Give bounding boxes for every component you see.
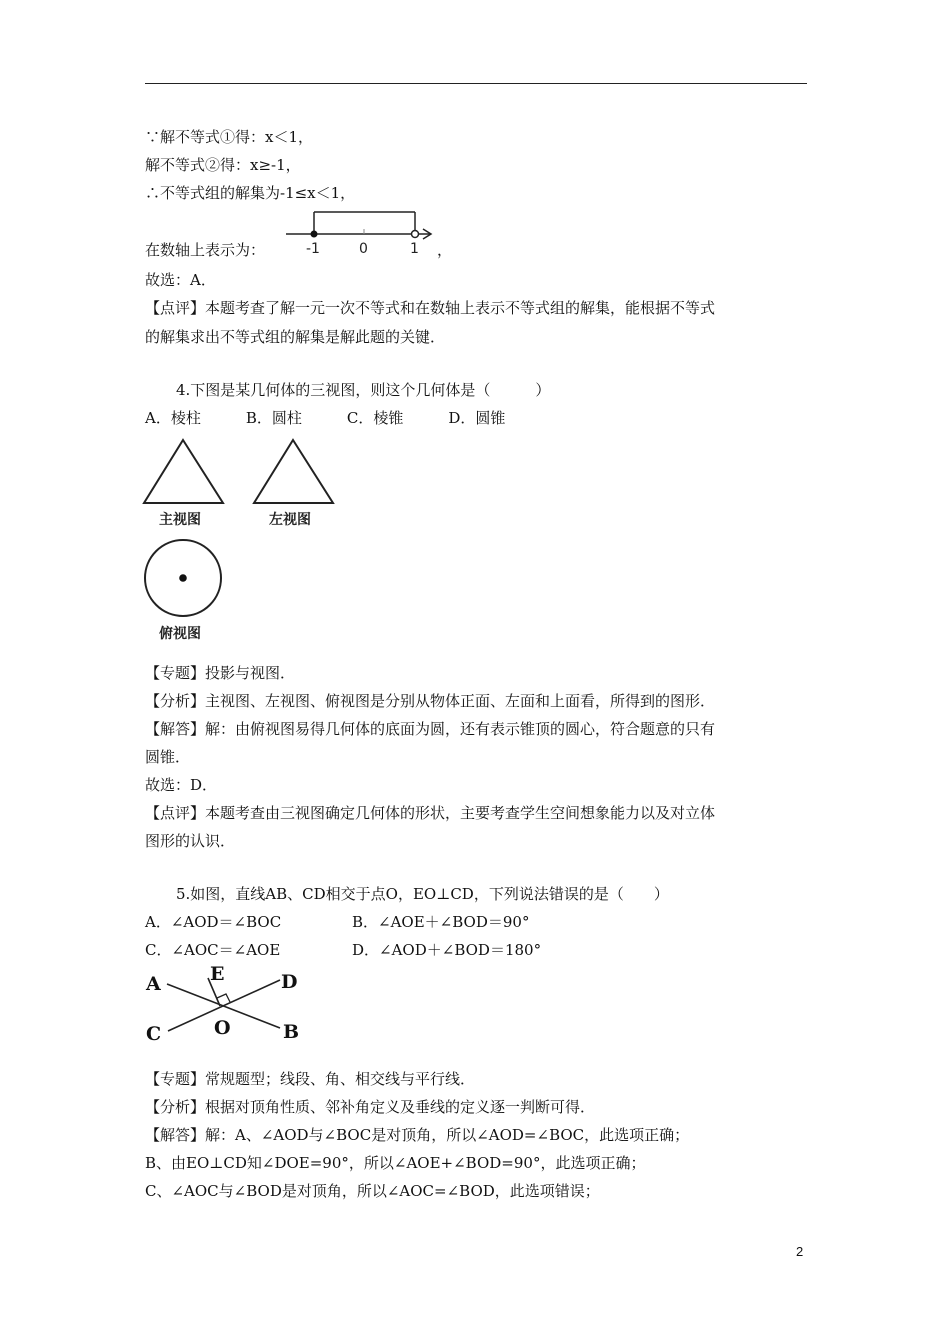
q3-line-2: 解不等式②得：x≥-1， [145,156,301,174]
q5-solution-2: B、由EO⊥CD知∠DOE=90°，所以∠AOE+∠BOD=90°，此选项正确； [145,1154,646,1172]
top-view-label: 俯视图 [159,626,201,642]
right-angle-mark-icon [217,994,230,1002]
q5-solution-3: C、∠AOC与∠BOD是对顶角，所以∠AOC=∠BOD，此选项错误； [145,1182,600,1200]
number-line-figure [284,208,434,258]
q4-title: 4.下图是某几何体的三视图，则这个几何体是（ ） [176,381,551,399]
left-view-triangle [254,440,333,503]
header-rule [145,83,807,84]
q4-solution-2: 圆锥． [145,748,191,766]
q5-solution-1: 【解答】解：A、∠AOD与∠BOC是对顶角，所以∠AOD=∠BOC，此选项正确； [145,1126,690,1144]
point-label-o: O [214,1017,231,1039]
page-number: 2 [796,1244,804,1259]
point-label-c: C [146,1023,162,1045]
q5-title: 5.如图，直线AB、CD相交于点O，EO⊥CD，下列说法错误的是（ ） [176,885,669,903]
open-dot-icon [412,231,419,238]
q3-line-4-tail: ， [437,241,453,259]
q4-options: A．棱柱 B．圆柱 C．棱锥 D．圆锥 [145,409,506,427]
apex-dot-icon [179,574,187,582]
q4-solution-1: 【解答】解：由俯视图易得几何体的底面为圆，还有表示锥顶的圆心，符合题意的只有 [145,720,716,738]
intersecting-lines-figure [140,962,315,1052]
q3-line-4: 在数轴上表示为： [145,241,266,259]
point-label-a: A [146,973,161,995]
q3-answer: 故选：A． [145,271,216,289]
tick-label-0: 0 [359,241,368,257]
q3-comment-1: 【点评】本题考查了解一元一次不等式和在数轴上表示不等式组的解集，能根据不等式 [145,299,716,317]
q4-comment-1: 【点评】本题考查由三视图确定几何体的形状，主要考查学生空间想象能力以及对立体 [145,804,716,822]
q5-option-c: C．∠AOC＝∠AOE [145,941,281,959]
q3-line-1: ∵解不等式①得：x＜1， [145,128,314,146]
q5-option-d: D．∠AOD＋∠BOD＝180° [352,941,542,959]
top-view-figure [140,538,240,644]
tick-label-neg1: -1 [306,241,320,257]
q3-comment-2: 的解集求出不等式组的解集是解此题的关键． [145,328,446,346]
q4-topic: 【专题】投影与视图． [145,664,296,682]
q4-analysis: 【分析】主视图、左视图、俯视图是分别从物体正面、左面和上面看，所得到的图形． [145,692,716,710]
q4-comment-2: 图形的认识． [145,832,236,850]
left-view-label: 左视图 [269,512,311,528]
point-label-d: D [281,971,298,993]
tick-label-1: 1 [410,241,419,257]
q4-answer: 故选：D． [145,776,218,794]
point-label-e: E [210,963,225,985]
front-view-label: 主视图 [159,512,201,528]
q5-analysis: 【分析】根据对顶角性质、邻补角定义及垂线的定义逐一判断可得． [145,1098,596,1116]
q5-option-a: A．∠AOD＝∠BOC [145,913,282,931]
front-view-triangle [144,440,223,503]
q5-option-b: B．∠AOE＋∠BOD＝90° [352,913,530,931]
three-views-figure [140,438,350,533]
closed-dot-icon [311,231,318,238]
q5-topic: 【专题】常规题型；线段、角、相交线与平行线． [145,1070,476,1088]
point-label-b: B [283,1021,300,1043]
q3-line-3: ∴不等式组的解集为-1≤x＜1， [145,184,356,202]
